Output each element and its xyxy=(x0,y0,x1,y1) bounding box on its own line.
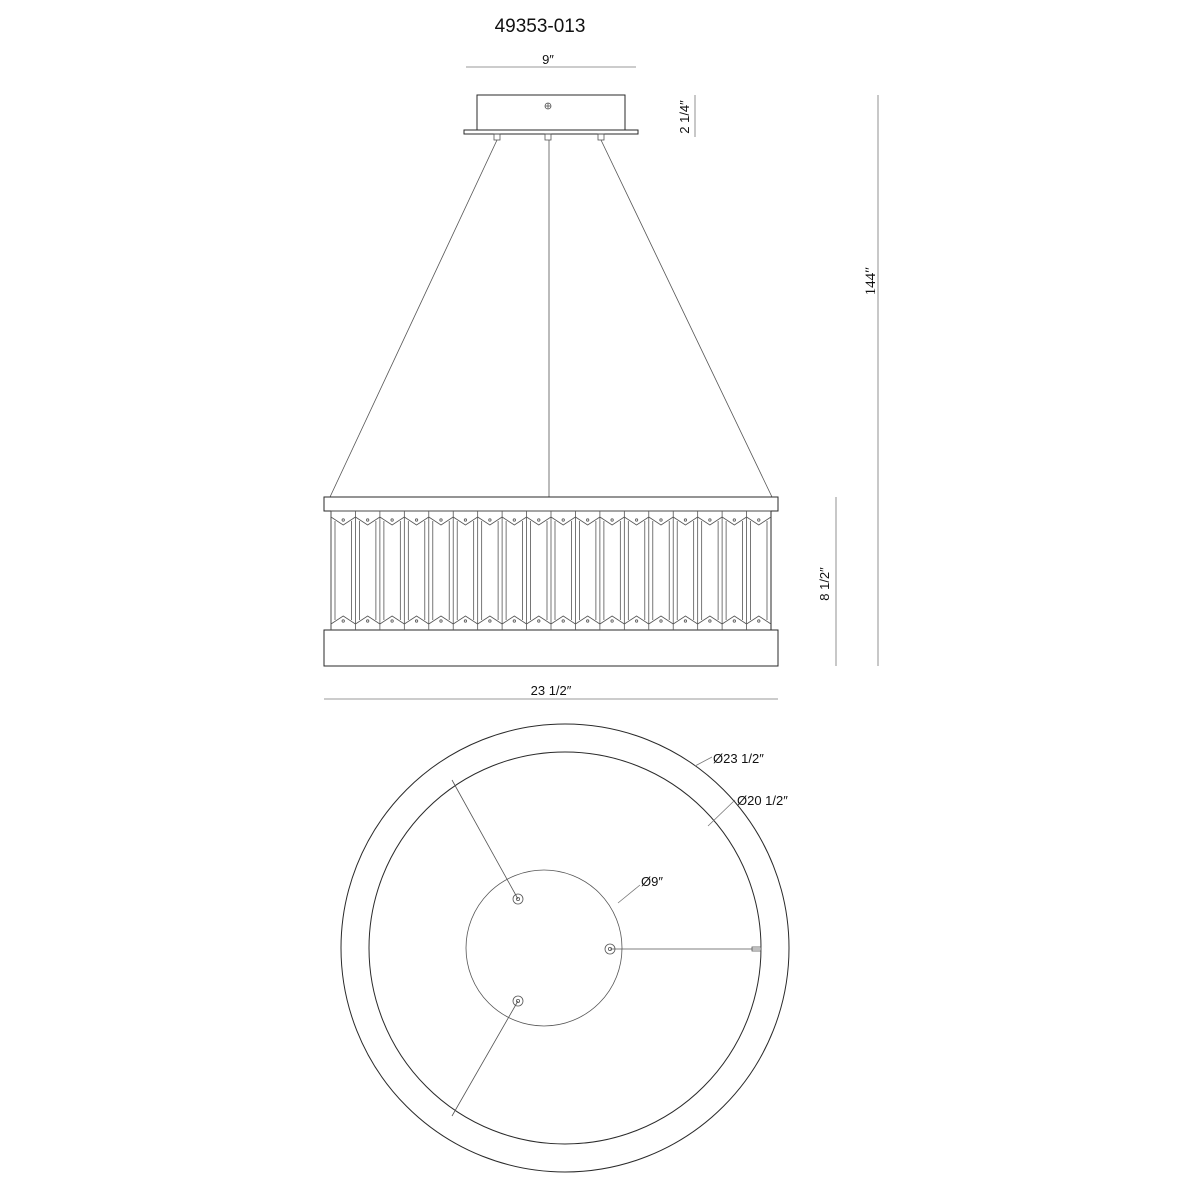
crystal-prism xyxy=(380,511,404,630)
crystal-prism xyxy=(600,511,624,630)
crystal-prism xyxy=(698,511,722,630)
overall-height-label: 144″ xyxy=(863,266,879,296)
crystal-prism xyxy=(453,511,477,630)
inner-diameter-label: Ø20 1/2″ xyxy=(737,793,788,808)
canopy-diameter-leader xyxy=(618,885,640,903)
canopy-circle xyxy=(466,870,622,1026)
crystal-prism xyxy=(747,511,771,630)
crystal-prism xyxy=(355,511,379,630)
canopy-height-label: 2 1/4″ xyxy=(677,100,692,134)
crystal-prism xyxy=(404,511,428,630)
crystal-prism xyxy=(527,511,551,630)
inner-ring xyxy=(369,752,761,1144)
crystal-prism xyxy=(429,511,453,630)
outer-diameter-label: Ø23 1/2″ xyxy=(713,751,764,766)
crystal-prism xyxy=(551,511,575,630)
outer-diameter-leader xyxy=(695,757,712,766)
inner-diameter-leader xyxy=(708,800,735,826)
bottom-view xyxy=(341,724,789,1172)
crystal-prism xyxy=(673,511,697,630)
shade-body xyxy=(324,497,778,666)
canopy-diameter-label: Ø9″ xyxy=(641,874,663,889)
crystal-prism xyxy=(502,511,526,630)
crystal-prism xyxy=(624,511,648,630)
crystal-prism xyxy=(575,511,599,630)
suspension-cables xyxy=(330,140,772,497)
crystal-prism xyxy=(649,511,673,630)
crystal-prism xyxy=(331,511,355,630)
outer-ring xyxy=(341,724,789,1172)
shade-width-label: 23 1/2″ xyxy=(530,683,572,698)
model-number: 49353-013 xyxy=(494,16,586,37)
canopy xyxy=(464,95,638,140)
shade-height-label: 8 1/2″ xyxy=(817,567,832,601)
crystal-prism xyxy=(478,511,502,630)
bottom-cables xyxy=(452,780,761,1116)
mount-points xyxy=(513,894,615,1006)
crystal-prism xyxy=(722,511,746,630)
canopy-width-label: 9″ xyxy=(542,52,554,67)
side-view xyxy=(324,52,879,699)
